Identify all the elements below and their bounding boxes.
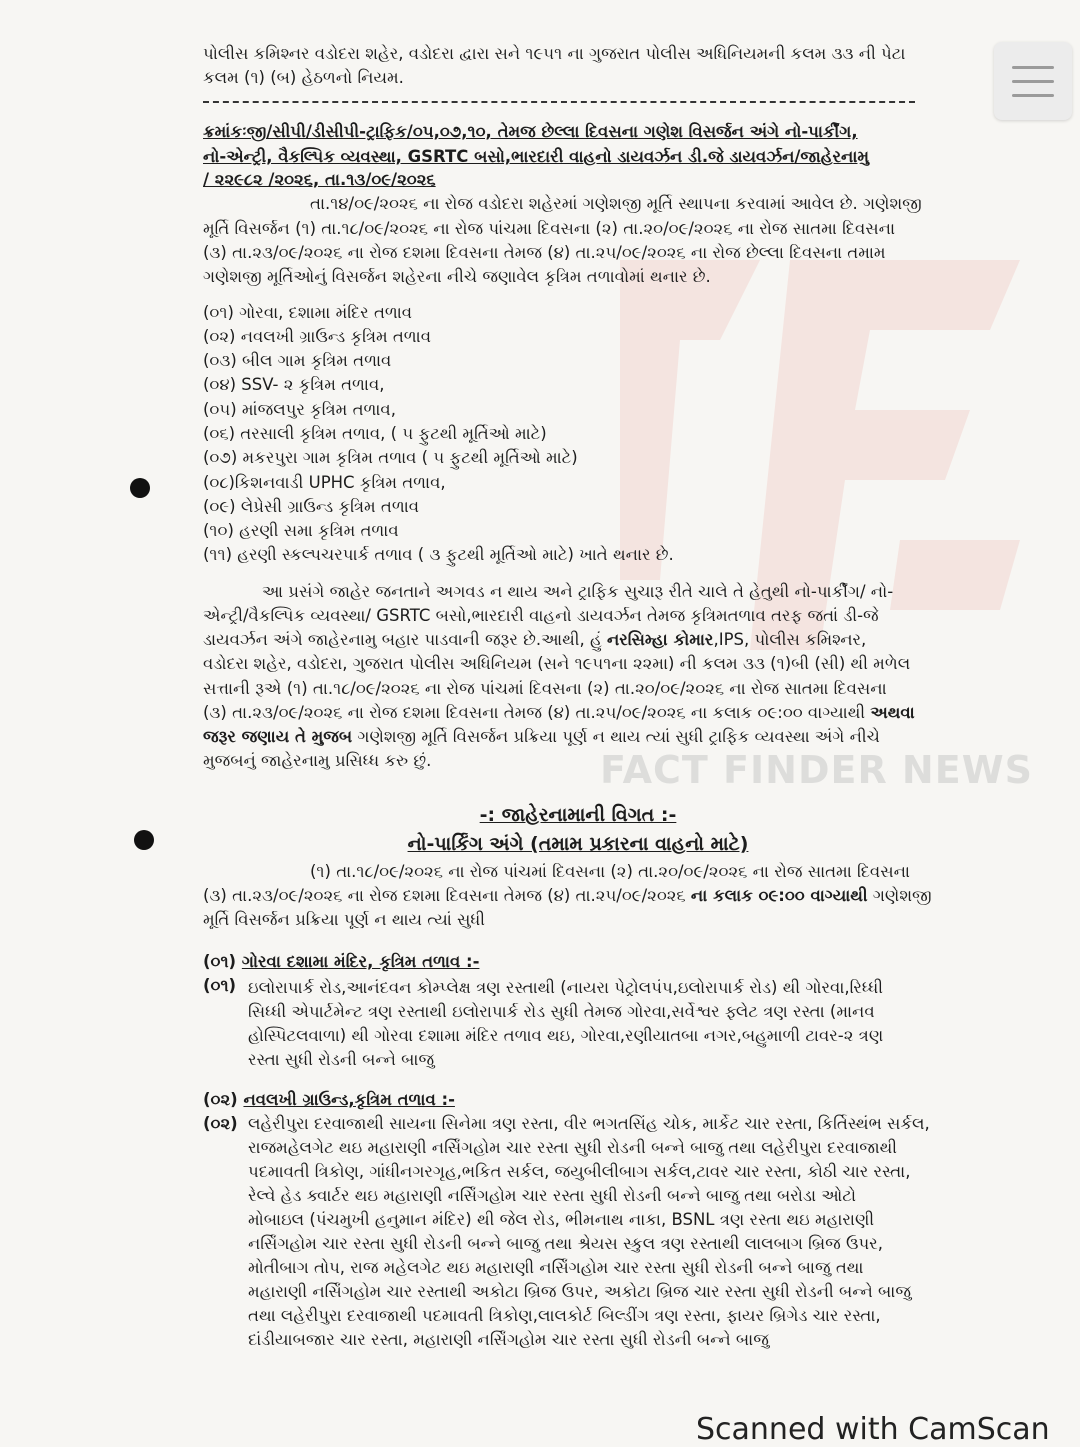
section-line: મોબાઇલ (પંચમુખી હનુમાન મંદિર) થી જેલ રોડ, ભીમનાથ નાકા, BSNL ત્રણ રસ્તા થઇ મહારાણી bbox=[248, 1210, 875, 1229]
body-line bbox=[203, 701, 953, 725]
pond-item: (૦૯) લેપ્રેસી ગ્રાઉન્ડ કૃત્રિમ તળાવ bbox=[203, 497, 420, 516]
notice-title bbox=[203, 804, 953, 826]
intro-line: તા.૧૪/૦૯/૨૦૨૬ ના રોજ વડોદરા શહેરમાં ગણેશજી મૂર્તિ સ્થાપના કરવામાં આવેલ છે. ગણેશજી bbox=[310, 194, 922, 213]
section-line: નર્સિંગહોમ ચાર રસ્તા સુધી રોડની બન્ને બાજુ તથા શ્રેયસ સ્કુલ ત્રણ રસ્તાથી લાલબાગ બ્રિજ ઉપર, bbox=[248, 1234, 883, 1253]
section-line: સિધ્ધી એપાર્ટમેન્ટ ત્રણ રસ્તાથી ઇલોરાપાર્ક રોડ સુધી તેમજ ગોરવા,સર્વેશ્વર ફ્લેટ ત્રણ રસ્તા (માનવ bbox=[248, 1002, 875, 1021]
intro-line: ગણેશજી મૂર્તિઓનું વિસર્જન શહેરના નીચે જણાવેલ કૃત્રિમ તળાવોમાં થનાર છે. bbox=[203, 267, 711, 286]
notice-title-text: -: જાહેરનામાની વિગત :- bbox=[479, 804, 677, 826]
pond-item: (૦૬) તરસાલી કૃત્રિમ તળાવ, ( ૫ ફુટથી મૂર્તિઓ માટે) bbox=[203, 424, 547, 443]
scanner-footer: Scanned with CamScan bbox=[696, 1412, 1050, 1447]
pond-item: (૦૮)કિશનવાડી UPHC કૃત્રિમ તળાવ, bbox=[203, 473, 446, 492]
header-line: પોલીસ કમિશ્નર વડોદરા શહેર, વડોદરા દ્વારા સને ૧૯૫૧ ના ગુજરાત પોલીસ અધિનિયમની કલમ ૩૩ ની પેટા bbox=[203, 44, 906, 63]
body-bold-text: જરૂર જણાય તે મુજબ bbox=[203, 727, 353, 746]
body-line: આ પ્રસંગે જાહેર જનતાને અગવડ ન થાય અને ટ્રાફિક સુચારૂ રીતે ચાલે તે હેતુથી નો-પાર્કીંગ/ નો- bbox=[262, 582, 894, 601]
notice-line: (૧) તા.૧૮/૦૯/૨૦૨૬ ના રોજ પાંચમાં દિવસના (૨) તા.૨૦/૦૯/૨૦૨૬ ના રોજ સાતમા દિવસના bbox=[310, 862, 910, 881]
body-text: ડાયવર્ઝન અંગે જાહેરનામુ બહાર પાડવાની જરૂર છે.આથી, હું bbox=[203, 630, 607, 649]
intro-line: મૂર્તિ વિસર્જન (૧) તા.૧૮/૦૯/૨૦૨૬ ના રોજ પાંચમા દિવસના (૨) તા.૨૦/૦૯/૨૦૨૬ ના રોજ સાતમા દિવસના bbox=[203, 219, 895, 238]
section-line: રસ્તા સુધી રોડની બન્ને બાજુ bbox=[248, 1050, 435, 1069]
pond-item: (૦૫) માંજલપુર કૃત્રિમ તળાવ, bbox=[203, 400, 396, 419]
intro-line: (૩) તા.૨૩/૦૯/૨૦૨૬ ના રોજ દશમા દિવસના તેમજ (૪) તા.૨૫/૦૯/૨૦૨૬ ના રોજ છેલ્લા દિવસના તમામ bbox=[203, 243, 886, 262]
section-line: મહારાણી નર્સિંગહોમ ચાર રસ્તાથી અકોટા બ્રિજ ઉપર, અકોટા બ્રિજ ચાર રસ્તા સુધી રોડની બન્ને બાજુ bbox=[248, 1282, 911, 1301]
section-line: લહેરીપુરા દરવાજાથી સાયના સિનેમા ત્રણ રસ્તા, વીર ભગતસિંહ ચોક, માર્કેટ ચાર રસ્તા, કિર્તિસ્થંભ સર્કલ, bbox=[248, 1114, 930, 1133]
notice-text: (૩) તા.૨૩/૦૯/૨૦૨૬ ના રોજ દશમા દિવસના તેમજ (૪) તા.૨૫/૦૯/૨૦૨૬ bbox=[203, 886, 691, 905]
body-line: એન્ટ્રી/વૈકલ્પિક વ્યવસ્થા/ GSRTC બસો,ભારદારી વાહનો ડાયવર્ઝન તેમજ કૃત્રિમતળાવ તરફ જતાં ડી-જે bbox=[203, 606, 879, 625]
section-body bbox=[248, 1112, 938, 1352]
pond-item: (૧૦) હરણી સમા કૃત્રિમ તળાવ bbox=[203, 521, 399, 540]
hamburger-menu-icon[interactable] bbox=[994, 42, 1072, 120]
pond-item: (૦૨) નવલખી ગ્રાઉન્ડ કૃત્રિમ તળાવ bbox=[203, 327, 431, 346]
section-line: દાંડીયાબજાર ચાર રસ્તા, મહારાણી નર્સિંગહોમ ચાર રસ્તા સુધી રોડની બન્ને બાજુ bbox=[248, 1330, 769, 1349]
divider bbox=[203, 101, 915, 103]
body-text: (૩) તા.૨૩/૦૯/૨૦૨૬ ના રોજ દશમા દિવસના તેમજ (૪) તા.૨૫/૦૯/૨૦૨૬ ના કલાક ૦૯:૦૦ વાગ્યાથી bbox=[203, 703, 871, 722]
pond-item: (૧૧) હરણી સ્કલ્પચરપાર્ક તળાવ ( ૩ ફુટથી મૂર્તિઓ માટે) ખાતે થનાર છે. bbox=[203, 545, 674, 564]
section-line: ઇલોરાપાર્ક રોડ,આનંદવન કોમ્પ્લેક્ષ ત્રણ રસ્તાથી (નાયરા પેટ્રોલપંપ,ઇલોરાપાર્ક રોડ) થી ગોરવા,રિધ્ધી bbox=[248, 978, 884, 997]
reference-line: / ૨૨૯૮૨ /૨૦૨૬, તા.૧૩/૦૯/૨૦૨૬ bbox=[203, 170, 436, 189]
body-line bbox=[203, 725, 953, 749]
section-line: પદમાવતી ત્રિકોણ, ગાંધીનગરગૃહ,ભકિત સર્કલ, જયુબીલીબાગ સર્કલ,ટાવર ચાર રસ્તા, કોઠી ચાર રસ્તા, bbox=[248, 1162, 911, 1181]
item-number: (૦૧) bbox=[203, 976, 237, 995]
notice-subtitle bbox=[203, 833, 953, 855]
notice-line bbox=[203, 884, 953, 908]
notice-text: ગણેશજી bbox=[867, 886, 932, 905]
body-bold-text: અથવા bbox=[870, 703, 915, 722]
section-line: તથા લહેરીપુરા દરવાજાથી પદમાવતી ત્રિકોણ,લાલકોર્ટ બિલ્ડીંગ ત્રણ રસ્તા, ફાયર બ્રિગેડ ચાર રસ્તા, bbox=[248, 1306, 881, 1325]
section-body bbox=[248, 976, 938, 1072]
notice-line: મૂર્તિ વિસર્જન પ્રક્રિયા પૂર્ણ ન થાય ત્યાં સુધી bbox=[203, 910, 485, 929]
punch-hole bbox=[134, 830, 154, 850]
section-line: રેલ્વે હેડ ક્વાર્ટર થઇ મહારાણી નર્સિંગહોમ ચાર રસ્તા સુધી રોડની બન્ને બાજુ તથા બરોડા ઓટો bbox=[248, 1186, 856, 1205]
section-line: રાજમહેલગેટ થઇ મહારાણી નર્સિંગહોમ ચાર રસ્તા સુધી રોડની બન્ને બાજુ તથા લહેરીપુરા દરવાજાથી bbox=[248, 1138, 898, 1157]
body-line bbox=[203, 628, 953, 652]
body-line: વડોદરા શહેર, વડોદરા, ગુજરાત પોલીસ અધિનિયમ (સને ૧૯૫૧ના ૨૨મા) ની કલમ ૩૩ (૧)બી (સી) થી મળેલ bbox=[203, 654, 911, 673]
body-line: સત્તાની રૂએ (૧) તા.૧૮/૦૯/૨૦૨૬ ના રોજ પાંચમાં દિવસના (૨) તા.૨૦/૦૯/૨૦૨૬ ના રોજ સાતમા દિવસના bbox=[203, 679, 887, 698]
punch-hole bbox=[130, 478, 150, 498]
section-number: (૦૧) bbox=[203, 952, 237, 971]
section-heading bbox=[203, 1090, 455, 1110]
body-line: મુજબનું જાહેરનામુ પ્રસિધ્ધ કરુ છું. bbox=[203, 751, 432, 770]
pond-item: (૦૪) SSV- ૨ કૃત્રિમ તળાવ, bbox=[203, 375, 385, 394]
section-heading bbox=[203, 952, 479, 972]
pond-item: (૦૧) ગોરવા, દશામા મંદિર તળાવ bbox=[203, 303, 413, 322]
section-line: મોતીબાગ તોપ, રાજ મહેલગેટ થઇ મહારાણી નર્સિંગહોમ ચાર રસ્તા સુધી રોડની બન્ને બાજુ તથા bbox=[248, 1258, 864, 1277]
section-line: હોસ્પિટલવાળા) થી ગોરવા દશામા મંદિર તળાવ થઇ, ગોરવા,રણીયાતબા નગર,બહુમાળી ટાવર-૨ ત્રણ bbox=[248, 1026, 884, 1045]
reference-line: નો-એન્ટ્રી, વૈકલ્પિક વ્યવસ્થા, GSRTC બસો,ભારદારી વાહનો ડાયવર્ઝન ડી.જે ડાયવર્ઝન/જાહેરનામુ bbox=[203, 147, 870, 166]
section-title: ગોરવા દશામા મંદિર, કૃત્રિમ તળાવ :- bbox=[241, 952, 480, 971]
section-title: નવલખી ગ્રાઉન્ડ,કૃત્રિમ તળાવ :- bbox=[243, 1090, 455, 1109]
body-text: ,IPS, પોલીસ કમિશ્નર, bbox=[713, 630, 867, 649]
notice-bold-text: ના કલાક ૦૯:૦૦ વાગ્યાથી bbox=[690, 886, 868, 905]
pond-item: (૦૩) બીલ ગામ કૃત્રિમ તળાવ bbox=[203, 351, 392, 370]
reference-line: ક્રમાંકઃજી/સીપી/ડીસીપી-ટ્રાફિક/૦૫,૦૭,૧૦, તેમજ છેલ્લા દિવસના ગણેશ વિસર્જન અંગે નો-પાર્કીંગ, bbox=[203, 122, 858, 141]
header-line: કલમ (૧) (બ) હેઠળનો નિયમ. bbox=[203, 68, 404, 87]
watermark-text: FACT FINDER NEWS bbox=[600, 748, 1033, 792]
body-text: ગણેશજી મૂર્તિ વિસર્જન પ્રક્રિયા પૂર્ણ ન થાય ત્યાં સુધી ટ્રાફિક વ્યવસ્થા અંગે નીચે bbox=[352, 727, 880, 746]
commissioner-name: નરસિમ્હા કોમાર bbox=[606, 630, 714, 649]
section-number: (૦૨) bbox=[203, 1090, 238, 1109]
pond-item: (૦૭) મકરપુરા ગામ કૃત્રિમ તળાવ ( ૫ ફુટથી મૂર્તિઓ માટે) bbox=[203, 448, 578, 467]
item-number: (૦૨) bbox=[203, 1114, 238, 1133]
notice-subtitle-text: નો-પાર્કિંગ અંગે (તમામ પ્રકારના વાહનો માટે) bbox=[407, 833, 749, 855]
